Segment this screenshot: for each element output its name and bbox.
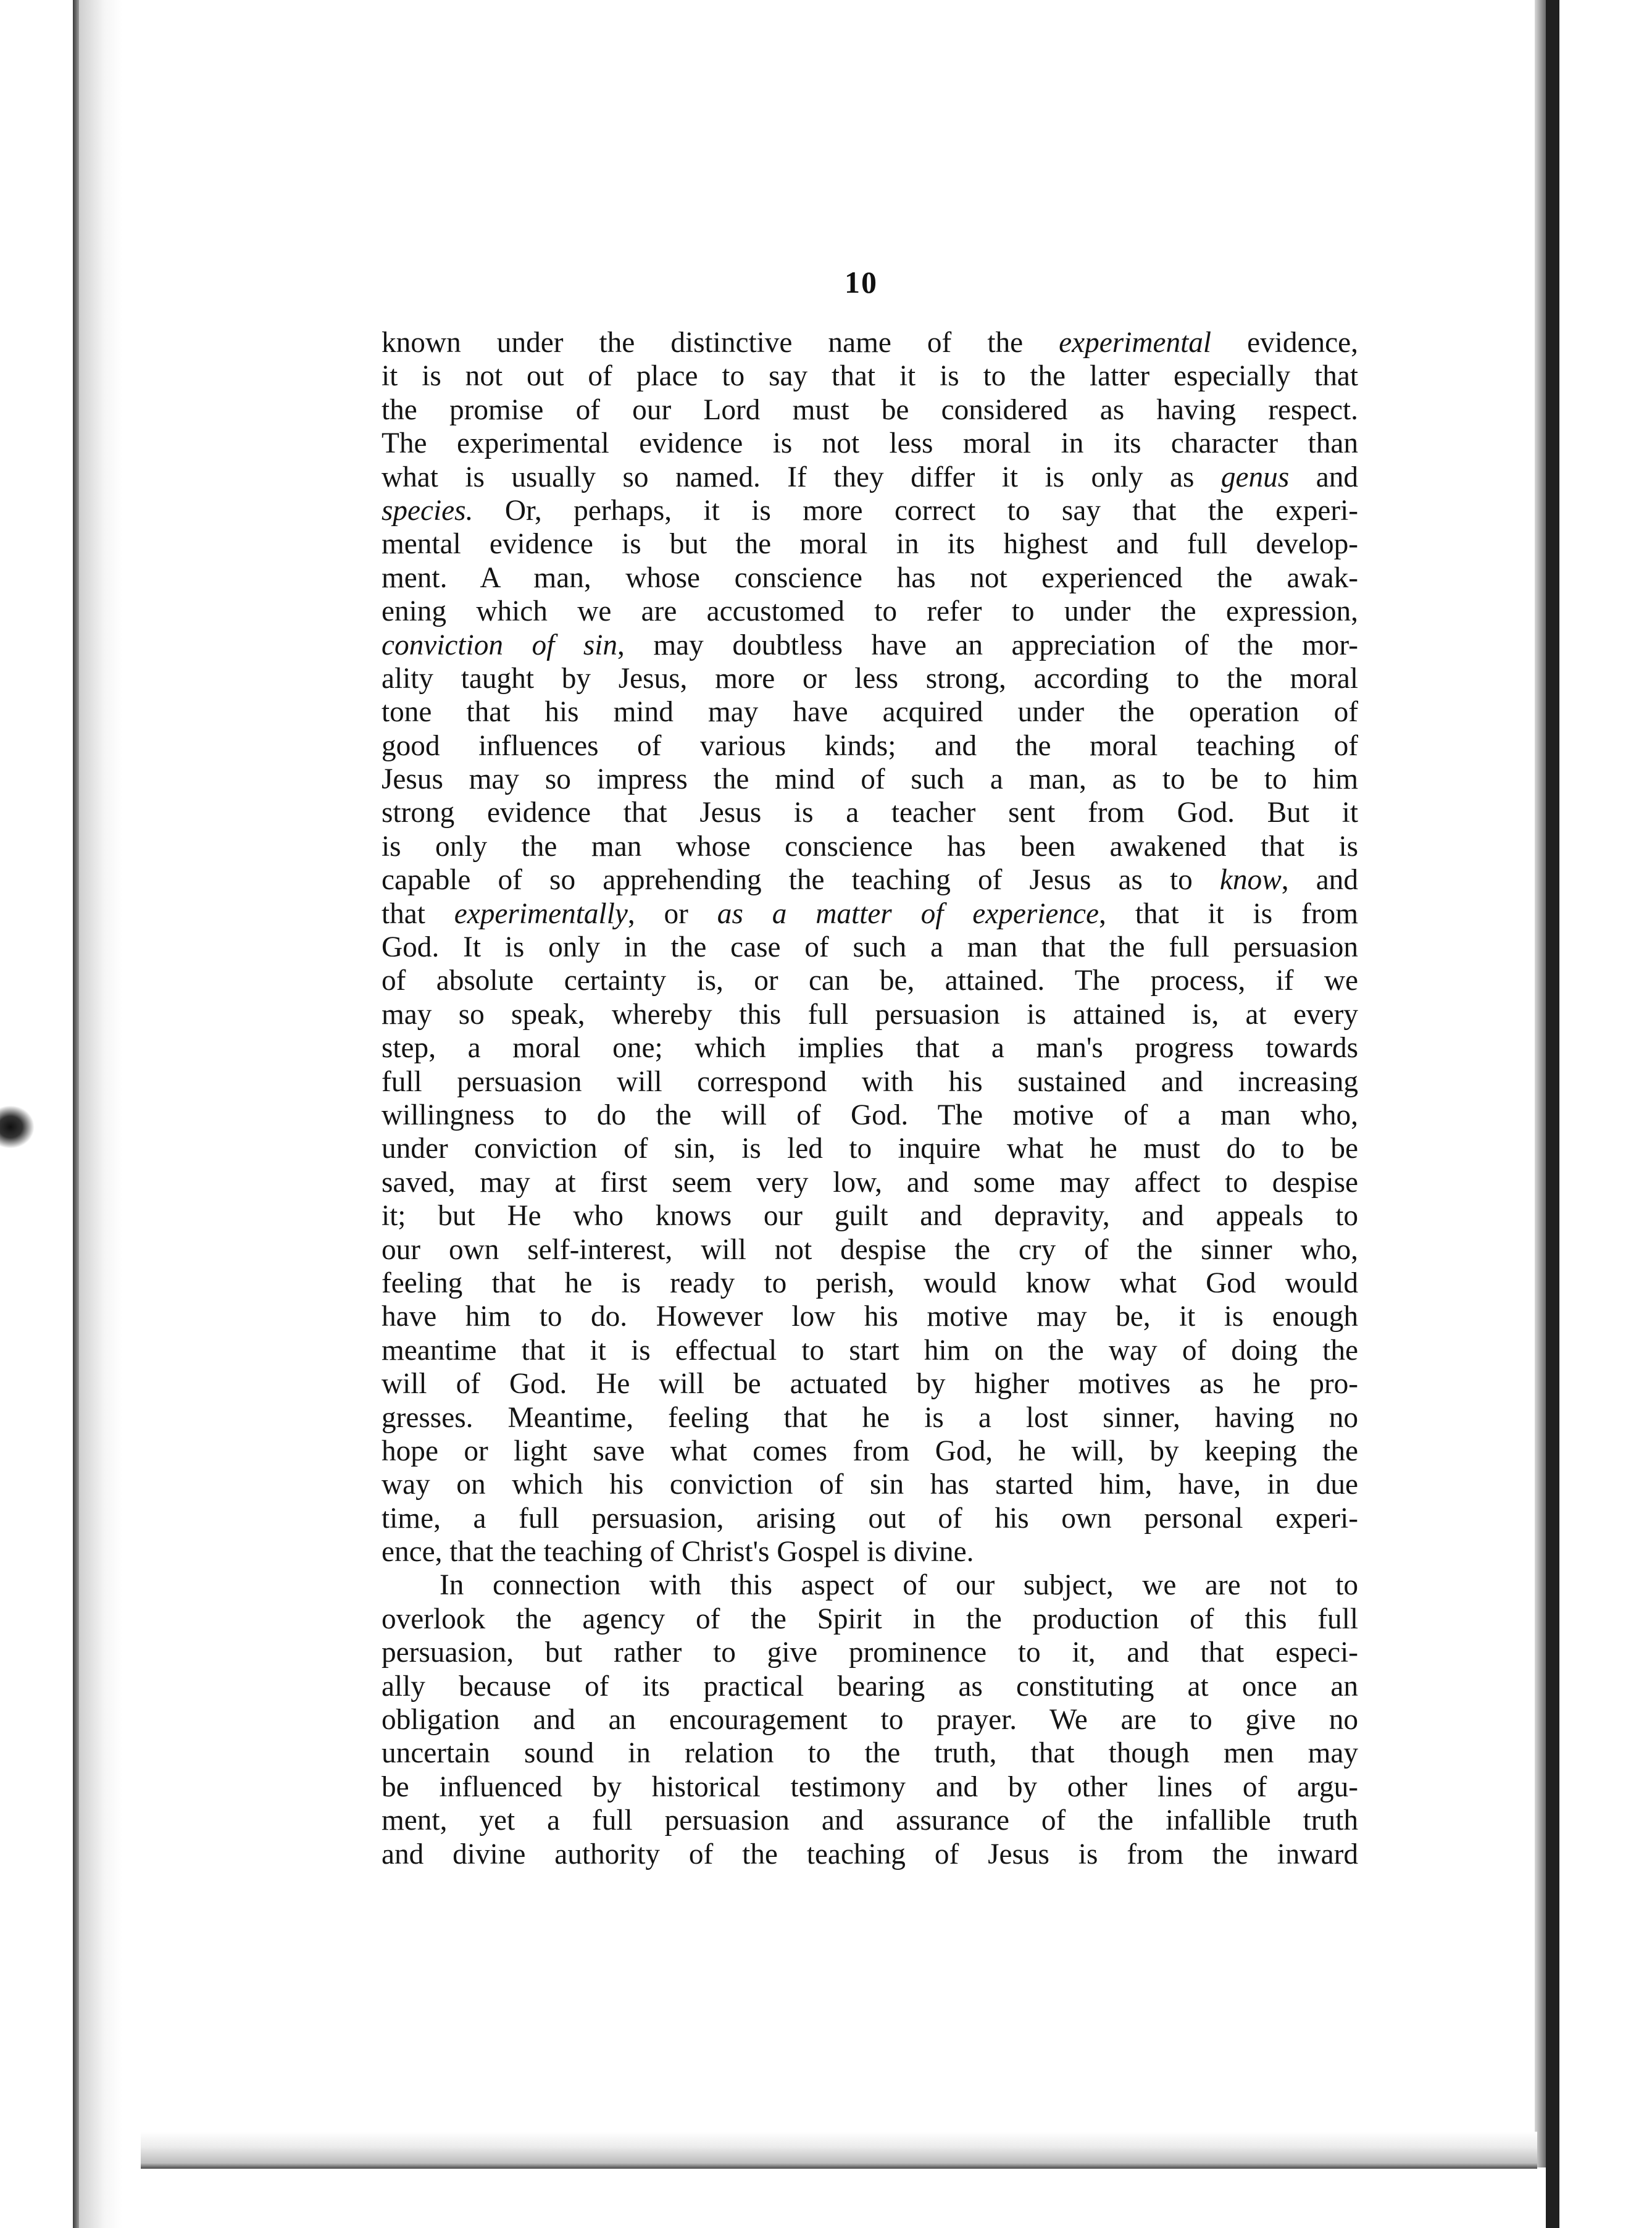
scan-margin-right [1559,0,1652,2228]
text-line [382,662,1358,695]
text-run: mental evidence is but the moral in its highest and full develop- [382,528,1358,561]
text-run: willingness to do the will of God. The motive of a man who, [382,1099,1358,1131]
book-edge-left [73,0,79,2228]
text-run: God. It is only in the case of such a man that the full persuasion [382,931,1358,964]
text-run: ally because of its practical bearing as constituting at once an [382,1670,1358,1702]
text-line [382,695,1358,729]
text-line [382,461,1358,494]
text-run: full persuasion will correspond with his sustained and increasing [382,1065,1358,1098]
text-run: gresses. Meantime, feeling that he is a lost sinner, having no [382,1401,1358,1434]
text-run: The experimental evidence is not less moral in its character than [382,427,1358,460]
text-line [382,1367,1358,1401]
text-line [382,1334,1358,1367]
page-gutter-shadow [79,0,122,2228]
text-line [382,527,1358,561]
text-line [382,1166,1358,1199]
italic-text: genus [1220,461,1290,493]
text-line [382,763,1358,796]
text-line [382,1703,1358,1736]
body-text [382,326,1358,1871]
text-run: of absolute certainty is, or can be, attained. The process, if we [382,965,1358,997]
italic-text: conviction of sin [382,629,618,661]
text-run: that [382,897,454,930]
text-line [382,1804,1358,1837]
text-run: saved, may at first seem very low, and some may affect to despise [382,1166,1358,1199]
text-run: ment, yet a full persuasion and assurance of the infallible truth [382,1804,1358,1837]
italic-text: species. [382,494,473,527]
italic-text: experimentally [454,897,628,930]
text-run: meantime that it is effectual to start him on the way of doing the [382,1334,1358,1367]
text-run: feeling that he is ready to perish, would know what God would [382,1267,1358,1299]
text-line [382,1770,1358,1804]
text-run: is only the man whose conscience has been awakened that is [382,830,1358,863]
text-run: known under the distinctive name of the [382,327,1059,359]
text-run: overlook the agency of the Spirit in the production of this full [382,1602,1358,1635]
text-line [382,1636,1358,1669]
text-line [382,427,1358,460]
text-run: it is not out of place to say that it is to the latter especially that [382,360,1358,393]
text-run: , that it is from [1099,897,1358,930]
text-run: , or [627,897,717,930]
text-line [382,1535,1358,1568]
text-line [382,796,1358,829]
text-run: tone that his mind may have acquired under the operation of [382,696,1358,729]
text-line [382,1502,1358,1535]
page-number: 10 [845,265,878,299]
text-run: obligation and an encouragement to prayer. We are to give no [382,1704,1358,1736]
text-run: Or, perhaps, it is more correct to say that the experi- [473,494,1358,527]
text-line [382,1670,1358,1703]
text-line [382,595,1358,628]
page-edge-right [1535,0,1546,2167]
text-run: capable of so apprehending the teaching of Jesus as to [382,864,1220,897]
text-run: ening which we are accustomed to refer to under the expression, [382,595,1358,628]
text-line [382,1065,1358,1099]
text-run: step, a moral one; which implies that a man's progress towards [382,1032,1358,1065]
text-line [382,897,1358,931]
italic-text: as a matter of experience [717,897,1099,930]
text-line [382,1233,1358,1267]
text-run: In connection with this aspect of our subject, we are not to [440,1569,1358,1602]
scan-speck [0,1105,35,1149]
text-line [382,393,1358,427]
text-run: ence, that the teaching of Christ's Gospel is divine. [382,1536,974,1568]
book-edge-right [1546,0,1559,2228]
text-run: , may doubtless have an appreciation of the mor- [617,629,1358,661]
text-run: , and [1281,864,1358,897]
text-run: and [1289,461,1358,493]
text-run: the promise of our Lord must be considered as having respect. [382,393,1358,426]
text-run: Jesus may so impress the mind of such a man, as to be to him [382,763,1358,796]
text-line [382,1602,1358,1636]
text-line [382,359,1358,393]
text-line [382,326,1358,359]
text-run: what is usually so named. If they differ it is only as [382,461,1221,493]
text-run: be influenced by historical testimony and by other lines of argu- [382,1770,1358,1803]
text-line [382,1401,1358,1434]
text-line [382,863,1358,897]
text-run: it; but He who knows our guilt and depravity, and appeals to [382,1200,1358,1233]
text-run: our own self-interest, will not despise the cry of the sinner who, [382,1233,1358,1266]
text-line [382,1568,1358,1602]
text-run: good influences of various kinds; and the moral teaching of [382,729,1358,762]
text-line [382,1736,1358,1770]
text-line [382,629,1358,662]
text-line [382,1099,1358,1132]
text-run: strong evidence that Jesus is a teacher sent from God. But it [382,797,1358,829]
text-run: have him to do. However low his motive may be, it is enough [382,1300,1358,1333]
text-line [382,561,1358,595]
text-run: under conviction of sin, is led to inquire what he must do to be [382,1133,1358,1165]
text-run: persuasion, but rather to give prominence to it, and that especi- [382,1636,1358,1669]
text-line [382,964,1358,997]
text-run: way on which his conviction of sin has started him, have, in due [382,1468,1358,1501]
text-run: ality taught by Jesus, more or less strong, according to the moral [382,662,1358,695]
text-run: may so speak, whereby this full persuasion is attained is, at every [382,998,1358,1031]
text-run: time, a full persuasion, arising out of his own personal experi- [382,1502,1358,1535]
text-line [382,1031,1358,1065]
text-line [382,998,1358,1031]
text-line [382,931,1358,964]
text-run: ment. A man, whose conscience has not experienced the awak- [382,561,1358,594]
text-line [382,1132,1358,1165]
text-run: evidence, [1211,327,1358,359]
text-line [382,1199,1358,1233]
text-line [382,1267,1358,1300]
text-line [382,729,1358,763]
text-line [382,1468,1358,1501]
text-line [382,494,1358,527]
text-run: and divine authority of the teaching of Jesus is from the inward [382,1838,1358,1870]
text-run: uncertain sound in relation to the truth, that though men may [382,1737,1358,1770]
text-line [382,830,1358,863]
page-edge-bottom [141,2132,1537,2169]
text-line [382,1838,1358,1871]
italic-text: know [1219,864,1282,897]
italic-text: experimental [1059,327,1212,359]
text-run: will of God. He will be actuated by higher motives as he pro- [382,1368,1358,1401]
text-line [382,1300,1358,1333]
text-run: hope or light save what comes from God, he will, by keeping the [382,1434,1358,1467]
text-line [382,1434,1358,1468]
